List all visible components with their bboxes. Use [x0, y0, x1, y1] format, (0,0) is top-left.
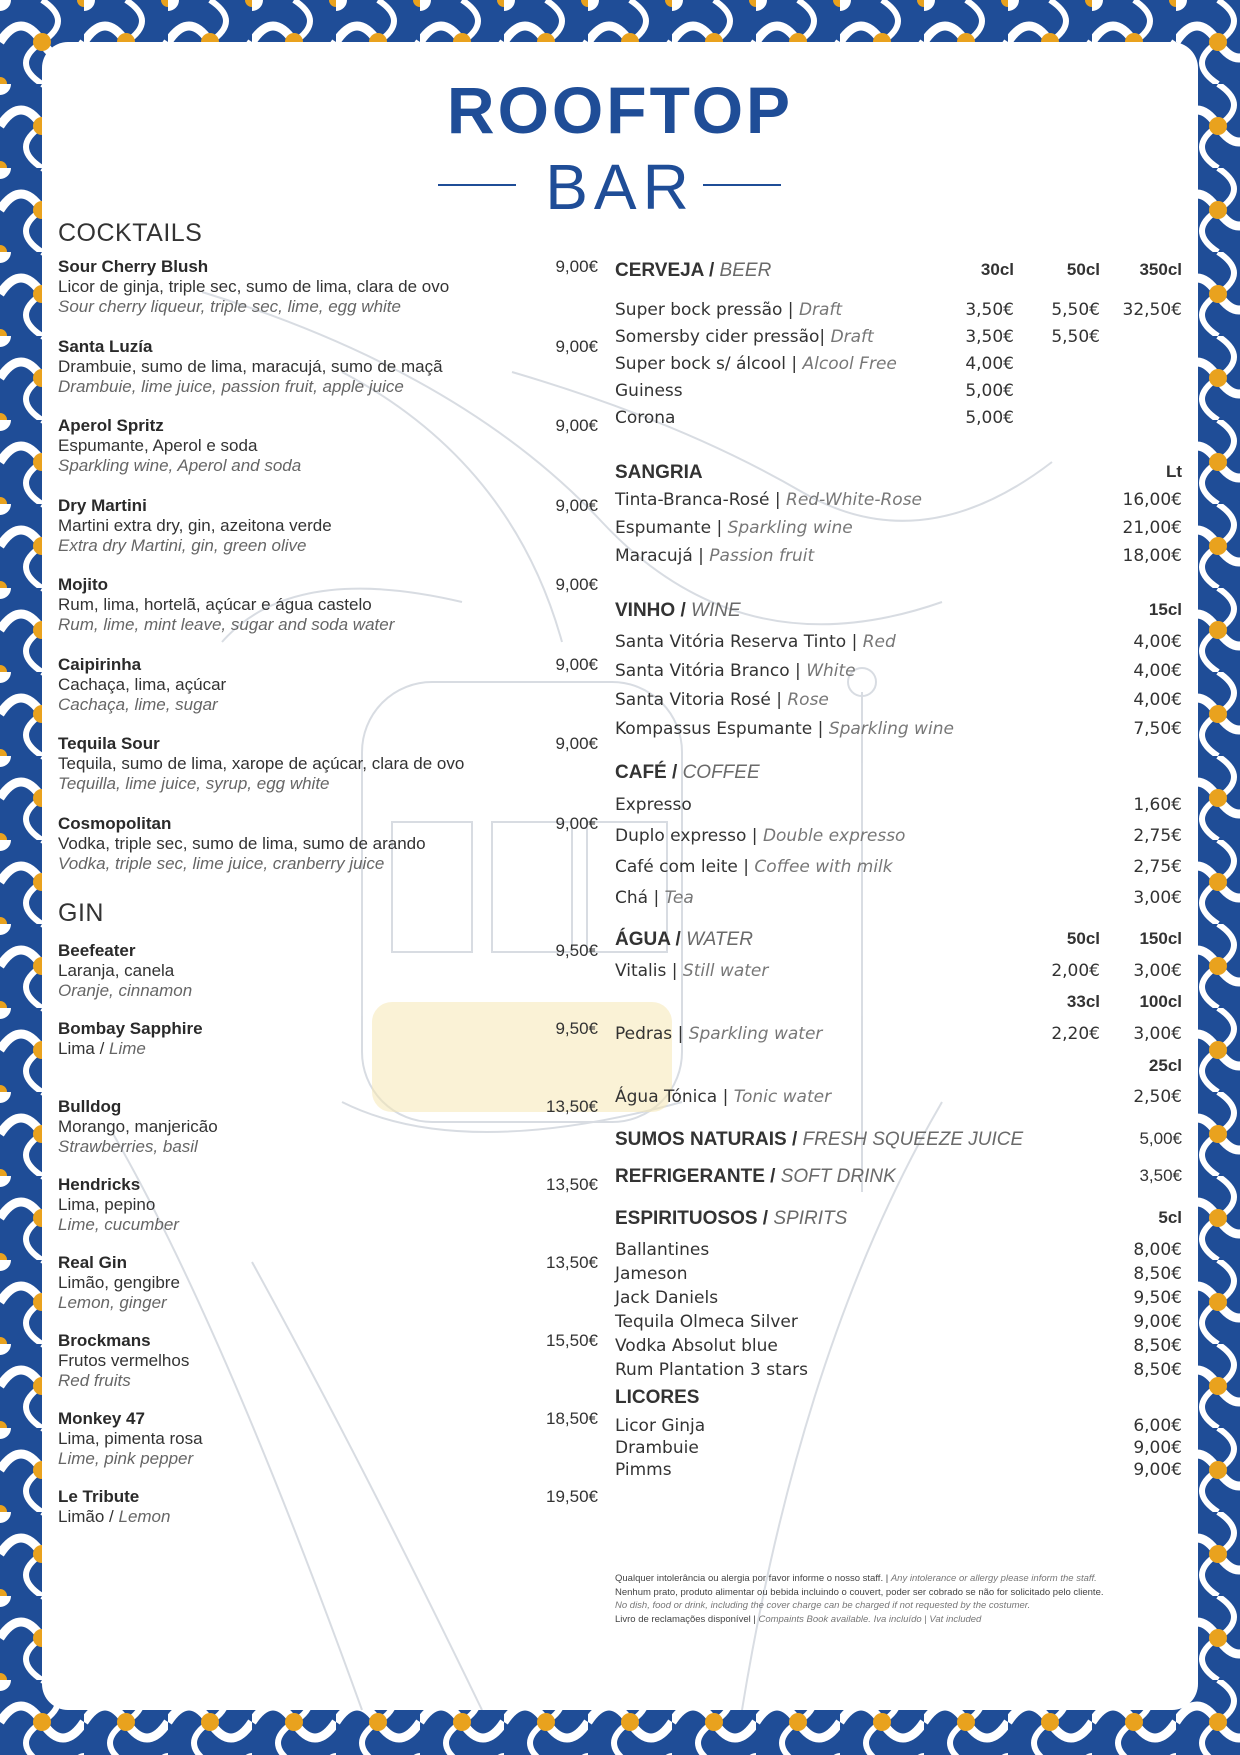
spirits-row-price: 8,00€: [1133, 1240, 1182, 1260]
footer-complaints-note: Livro de reclamações disponível | Compaints Book available. Iva incluído | Vat included: [615, 1613, 982, 1625]
water-col-50cl: 50cl: [1066, 929, 1100, 948]
beer-col-30cl: 30cl: [980, 260, 1014, 279]
menu-sheet: ROOFTOP BAR COCKTAILS Sour Cherry Blush Licor de ginja, triple sec, sumo de lima, clara de ovo Sour cherry liqueur, triple sec, lime, egg white 9,00€ Santa Luzía Drambuie, sumo de lima, maracujá, sumo de maçã Drambuie, lime juice, passion fruit, apple juice 9,00€ Aperol Spritz Espumante, Aperol e soda Sparkling wine, Aperol and soda 9,00€ Dry Martini Martini extra dry, gin, azeitona verde Extra dry Martini, gin, green olive 9,00€ Mojito Rum, lima, hortelã, açúcar e água castelo Rum, lime, mint leave, sugar and soda water 9,00€ Caipirinha Cachaça, lima, açúcar Cachaça, lime, sugar 9,00€ Tequila Sour Tequila, sumo de lima, xarope de açúcar, clara de ovo Tequilla, lime juice, syrup, egg white 9,00€ Cosmopolitan Vodka, triple sec, sumo de lima, sumo de arando Vodka, triple sec, lime juice, cranberry juice 9,00€ GIN Beefeater Laranja, canela Oranje, cinnamon 9,50€ Bombay Sapphire Lima / Lime 9,50€ Bulldog Morango, manjericão Strawberries, basil 13,50€ Hendricks Lima, pepino Lime, cucumber 13,50€ Real Gin Limão, gengibre Lemon, ginger 13,50€ Brockmans Frutos vermelhos Red fruits 15,50€ Monkey 47 Lima, pimenta rosa Lime, pink pepper 18,50€ Le Tribute Limão / Lemon 19,50€ CERVEJA / BEER 30cl 50cl 350cl Super bock pressão | Draft 3,50€ 5,50€ 32,50€ Somersby cider pressão| Draft 3,50€ 5,50€ Super bock s/ álcool | Alcool Free 4,00€ Guiness 5,00€ Corona 5,00€ SANGRIA Lt Tinta-Branca-Rosé | Red-White-Rose 16,00€ Espumante | Sparkling wine 21,00€ Maracujá | Passion fruit 18,00€ VINHO / WINE 15cl Santa Vitória Reserva Tinto | Red 4,00€ Santa Vitória Branco | White 4,00€ Santa Vitoria Rosé | Rose 4,00€ Kompassus Espumante | Sparkling wine 7,50€ CAFÉ / COFFEE Expresso 1,60€ Duplo expresso | Double expresso 2,75€ Café com leite | Coffee with milk 2,75€ Chá | Tea 3,00€ ÁGUA / WATER 50cl 150cl Vitalis | Still water 2,00€ 3,00€ 33cl 100cl Pedras | Sparkling water 2,20€ 3,00€ 25cl Água Tónica | Tonic water 2,50€ SUMOS NATURAIS / FRESH SQUEEZE JUICE 5,00€ REFRIGERANTE / SOFT DRINK 3,50€ ESPIRITUOSOS / SPIRITS 5cl Ballantines 8,00€ Jameson 8,50€ Jack Daniels 9,50€ Tequila Olmeca Silver 9,00€ Vodka Absolut blue 8,50€ Rum Plantation 3 stars 8,50€ LICORES Licor Ginja 6,00€ Drambuie 9,00€ Pimms 9,00€ Qualquer intolerância ou alergia por favor informe o nosso staff. | Any intolerance or allergy please inform the staff. Nenhum prato, produto alimentar ou bebida incluindo o couvert, poder ser cobrado se não for solicitado pelo cliente. No dish, food or drink, including the cover charge can be charged if not requested by the costumer. Livro de reclamações disponível | Compaints Book available. Iva incluído | Vat included: [42, 42, 1198, 1710]
spirits-title: ESPIRITUOSOS / SPIRITS: [615, 1208, 848, 1229]
cocktail-price: 9,00€: [555, 813, 598, 833]
beer-row-name-en: Draft: [830, 327, 874, 347]
cocktail-item: [58, 496, 598, 576]
cocktail-description: [58, 754, 598, 774]
cocktail-description-pt: Licor de ginja, triple sec, sumo de lima, clara de ovo: [58, 277, 450, 296]
wine-row-price: 7,50€: [1133, 719, 1182, 739]
gin-description-pt: Laranja, canela: [58, 961, 175, 980]
sangria-row-label: [615, 490, 922, 510]
spirits-row-label: [615, 1264, 687, 1284]
cocktail-item: [58, 337, 598, 417]
cocktail-name: Tequila Sour: [58, 734, 160, 753]
spirits-row-label: [615, 1240, 709, 1260]
title-divider-right: [703, 184, 781, 186]
beer-row-name: Guiness: [615, 381, 683, 401]
coffee-row-price: 2,75€: [1133, 826, 1182, 846]
gin-item: [58, 941, 598, 1019]
gin-description-en: Oranje, cinnamon: [58, 981, 193, 1000]
cocktail-description-pt: Drambuie, sumo de lima, maracujá, sumo de maçã: [58, 356, 443, 376]
liqueurs-row-price: 9,00€: [1133, 1460, 1182, 1480]
sangria-row-price: 18,00€: [1122, 546, 1182, 566]
cocktail-list: [58, 257, 598, 893]
beer-row-price: 5,00€: [965, 408, 1014, 428]
spirits-row-label: [615, 1360, 808, 1380]
spirits-row-price: 9,00€: [1133, 1312, 1182, 1332]
gin-description: [58, 1429, 598, 1449]
sangria-row-name-en: Sparkling wine: [727, 518, 853, 538]
coffee-row-name: Duplo expresso |: [615, 826, 758, 846]
gin-name: Monkey 47: [58, 1409, 145, 1428]
coffee-row-name-en: Tea: [664, 888, 694, 908]
cocktail-description: [58, 277, 598, 297]
cocktail-name: Sour Cherry Blush: [58, 257, 209, 276]
gin-description: [58, 1273, 598, 1293]
gin-description-en: Strawberries, basil: [58, 1137, 198, 1156]
sangria-row-price: 16,00€: [1122, 490, 1182, 510]
wine-col-15cl: 15cl: [1148, 600, 1182, 619]
sangria-row-price: 21,00€: [1122, 518, 1182, 538]
coffee-row-price: 2,75€: [1133, 857, 1182, 877]
coffee-row-name: Chá |: [615, 888, 660, 908]
gin-description: [58, 1507, 598, 1527]
beer-row-name: Somersby cider pressão|: [615, 327, 826, 347]
coffee-row-label: [615, 826, 905, 846]
beer-title: CERVEJA / BEER: [615, 260, 772, 281]
page-title: ROOFTOP: [446, 73, 794, 147]
spirits-row-price: 8,50€: [1133, 1360, 1182, 1380]
soft-drink-price: 3,50€: [1139, 1166, 1182, 1185]
coffee-title: CAFÉ / COFFEE: [615, 762, 760, 783]
spirits-row-name: Rum Plantation 3 stars: [615, 1360, 809, 1380]
cocktail-description: [58, 357, 598, 377]
gin-description-en: Lime, cucumber: [58, 1215, 179, 1234]
gin-description-pt: Lima, pimenta rosa: [58, 1429, 203, 1448]
beer-row-price: 4,00€: [965, 354, 1014, 374]
spirits-row-name: Tequila Olmeca Silver: [615, 1312, 798, 1332]
beer-row-name: Super bock pressão |: [615, 300, 794, 320]
footer-allergy-note: Qualquer intolerância ou alergia por favor informe o nosso staff. | Any intolerance or allergy please inform the staff.: [615, 1573, 1097, 1584]
cocktail-description-en-row: [58, 774, 598, 794]
cocktail-description-en: Drambuie, lime juice, passion fruit, apple juice: [58, 376, 404, 396]
spirits-col-5cl: 5cl: [1158, 1208, 1182, 1227]
cocktail-description-en: Extra dry Martini, gin, green olive: [58, 535, 307, 555]
coffee-row-price: 3,00€: [1133, 888, 1182, 908]
cocktail-item: [58, 257, 598, 337]
gin-title: GIN: [58, 899, 104, 927]
beer-row-price: 3,50€: [965, 300, 1014, 320]
coffee-row-price: 1,60€: [1133, 795, 1182, 815]
cocktails-title: COCKTAILS: [58, 219, 203, 247]
sangria-row-label: [615, 518, 853, 538]
gin-description-pt: Lima /: [58, 1039, 105, 1058]
gin-description-en-row: [58, 1449, 598, 1469]
wine-row-price: 4,00€: [1133, 661, 1182, 681]
cocktail-price: 9,00€: [555, 336, 598, 356]
liqueurs-row-name: Pimms: [615, 1460, 672, 1480]
cocktail-name: Caipirinha: [58, 654, 142, 674]
cocktail-item: [58, 655, 598, 735]
coffee-row-label: [615, 888, 694, 908]
page-subtitle: BAR: [545, 151, 695, 223]
cocktail-description-en-row: [58, 695, 598, 715]
wine-row-name-en: Rose: [787, 690, 829, 710]
water-col-100cl: 100cl: [1139, 992, 1182, 1011]
gin-price: 13,50€: [546, 1097, 598, 1116]
cocktail-description-en: Vodka, triple sec, lime juice, cranberry juice: [58, 853, 385, 873]
gin-description: [58, 1195, 598, 1215]
spirits-row-price: 9,50€: [1133, 1288, 1182, 1308]
coffee-row-label: [615, 795, 692, 815]
liqueurs-title: LICORES: [615, 1387, 700, 1408]
cocktail-description-en: Sour cherry liqueur, triple sec, lime, egg white: [58, 297, 401, 316]
gin-description-en-row: [58, 1293, 598, 1313]
liqueurs-row-name: Licor Ginja: [615, 1416, 706, 1436]
wine-row-name-en: Red: [862, 632, 896, 652]
cocktail-description: [58, 834, 598, 854]
liqueurs-row-label: [615, 1460, 672, 1480]
beer-col-350cl: 350cl: [1139, 260, 1182, 279]
cocktail-description-en-row: [58, 615, 598, 635]
spirits-row-name: Jack Daniels: [615, 1288, 719, 1308]
gin-description-en-row: [58, 981, 598, 1001]
gin-item: [58, 1097, 598, 1175]
beer-row-label: [615, 300, 842, 320]
gin-price: 15,50€: [546, 1331, 598, 1350]
cocktail-description: [58, 675, 598, 695]
cocktail-description: [58, 436, 598, 456]
spirits-row-label: [615, 1288, 718, 1308]
water-col-33cl: 33cl: [1066, 992, 1100, 1011]
wine-row-name-en: White: [806, 661, 856, 681]
gin-price: 13,50€: [546, 1175, 598, 1194]
sangria-col-lt: Lt: [1165, 462, 1182, 481]
gin-name: Le Tribute: [58, 1487, 140, 1506]
gin-description-en: Lemon, ginger: [58, 1293, 167, 1312]
gin-description-en: Red fruits: [58, 1371, 131, 1390]
wine-row-name: Santa Vitoria Rosé |: [615, 690, 782, 710]
water-col-150cl: 150cl: [1139, 929, 1182, 948]
footer-charge-note-en: No dish, food or drink, including the cover charge can be charged if not requested by the costumer.: [615, 1600, 1031, 1611]
gin-name: Brockmans: [58, 1331, 151, 1350]
gin-name: Bombay Sapphire: [58, 1019, 203, 1038]
cocktail-description-pt: Tequila, sumo de lima, xarope de açúcar, clara de ovo: [58, 754, 465, 773]
beer-row-label: [615, 354, 897, 374]
beer-row-name-en: Alcool Free: [802, 354, 897, 374]
liqueurs-row-price: 9,00€: [1133, 1438, 1182, 1458]
spirits-row-price: 8,50€: [1133, 1264, 1182, 1284]
gin-description-en-row: [58, 1137, 598, 1157]
spirits-row-price: 8,50€: [1133, 1336, 1182, 1356]
water-title: ÁGUA / WATER: [615, 929, 753, 950]
beer-row-name-en: Draft: [798, 300, 843, 320]
gin-description: [58, 961, 598, 981]
wine-row-name: Santa Vitória Reserva Tinto |: [615, 632, 858, 652]
gin-price: 13,50€: [546, 1253, 598, 1272]
cocktail-description: [58, 595, 598, 615]
beer-col-50cl: 50cl: [1066, 260, 1100, 279]
beer-row-name: Super bock s/ álcool |: [615, 354, 798, 374]
cocktail-description-en-row: [58, 536, 598, 556]
cocktail-name: Dry Martini: [58, 495, 147, 515]
gin-description-pt: Lima, pepino: [58, 1195, 156, 1214]
beer-row-label: [615, 408, 675, 428]
gin-description: [58, 1351, 598, 1371]
cocktail-description-en: Tequilla, lime juice, syrup, egg white: [58, 774, 330, 793]
sangria-title: SANGRIA: [615, 462, 703, 483]
coffee-row-name: Expresso: [615, 795, 692, 815]
cocktail-description-en: Rum, lime, mint leave, sugar and soda water: [58, 615, 395, 634]
gin-description-en: Lemon: [118, 1507, 171, 1526]
gin-item: [58, 1253, 598, 1331]
gin-item: [58, 1019, 598, 1097]
gin-item: [58, 1409, 598, 1487]
cocktail-item: [58, 734, 598, 814]
wine-row-name: Santa Vitória Branco |: [615, 661, 801, 681]
cocktail-price: 9,00€: [555, 416, 598, 435]
spirits-row-name: Ballantines: [615, 1240, 710, 1260]
left-column: [58, 219, 598, 1565]
beer-row-label: [615, 327, 874, 347]
cocktail-description-en: Cachaça, lime, sugar: [58, 694, 218, 714]
sangria-row-name: Maracujá |: [615, 546, 704, 566]
cocktail-description-en-row: [58, 377, 598, 397]
cocktail-description-en-row: [58, 456, 598, 476]
coffee-row-label: [615, 857, 893, 877]
juice-price: 5,00€: [1139, 1129, 1182, 1148]
wine-row-name: Kompassus Espumante |: [615, 719, 824, 739]
water-col-25cl: 25cl: [1148, 1056, 1182, 1075]
gin-description-en-row: [58, 1371, 598, 1391]
sangria-row-name-en: Red-White-Rose: [786, 490, 923, 510]
cocktail-description-pt: Martini extra dry, gin, azeitona verde: [58, 515, 332, 535]
footer-charge-note-pt: Nenhum prato, produto alimentar ou bebida incluindo o couvert, poder ser cobrado se não for solicitado pelo cliente.: [615, 1586, 1104, 1598]
beer-row-name: Corona: [615, 408, 676, 428]
cocktail-item: [58, 814, 598, 894]
gin-item: [58, 1331, 598, 1409]
sangria-row-name: Tinta-Branca-Rosé |: [615, 490, 781, 510]
cocktail-price: 9,00€: [555, 654, 598, 674]
sangria-row-name-en: Passion fruit: [709, 546, 815, 566]
cocktail-price: 9,00€: [555, 495, 598, 515]
beer-row-price: 3,50€: [965, 327, 1014, 347]
cocktail-description-en: Sparkling wine, Aperol and soda: [58, 456, 302, 475]
gin-list: [58, 941, 598, 1565]
cocktail-description-en-row: [58, 297, 598, 317]
cocktail-name: Cosmopolitan: [58, 813, 172, 833]
gin-price: 18,50€: [546, 1409, 598, 1428]
gin-item: [58, 1487, 598, 1565]
cocktail-name: Santa Luzía: [58, 336, 153, 356]
wine-row-label: [615, 719, 954, 739]
beer-row-price: 5,00€: [965, 381, 1014, 401]
gin-description: [58, 1039, 598, 1059]
soft-drink-title: REFRIGERANTE / SOFT DRINK: [615, 1166, 896, 1187]
gin-name: Real Gin: [58, 1253, 127, 1272]
gin-price: 19,50€: [546, 1487, 598, 1506]
gin-name: Bulldog: [58, 1097, 122, 1116]
liqueurs-row-label: [615, 1438, 699, 1458]
beer-row-price: 5,50€: [1051, 300, 1100, 320]
gin-description-pt: Frutos vermelhos: [58, 1351, 190, 1370]
gin-description-pt: Limão /: [58, 1507, 114, 1526]
beer-row-price: 32,50€: [1122, 300, 1182, 320]
cocktail-description-en-row: [58, 854, 598, 874]
liqueurs-row-name: Drambuie: [615, 1438, 699, 1458]
gin-description-en: Lime: [109, 1039, 146, 1058]
coffee-row-name-en: Double expresso: [762, 826, 906, 846]
coffee-row-name: Café com leite |: [615, 857, 750, 877]
gin-price: 9,50€: [555, 1019, 598, 1038]
cocktail-name: Aperol Spritz: [58, 416, 164, 435]
wine-row-name-en: Sparkling wine: [828, 719, 954, 739]
wine-row-price: 4,00€: [1133, 632, 1182, 652]
gin-item: [58, 1175, 598, 1253]
wine-row-label: [615, 632, 896, 652]
coffee-row-name-en: Coffee with milk: [754, 857, 893, 877]
gin-description-en: Lime, pink pepper: [58, 1449, 194, 1468]
beer-row-label: [615, 381, 683, 401]
cocktail-name: Mojito: [58, 575, 109, 594]
spirits-row-name: Vodka Absolut blue: [615, 1336, 778, 1356]
gin-description-en-row: [58, 1215, 598, 1235]
liqueurs-row-price: 6,00€: [1133, 1416, 1182, 1436]
cocktail-price: 9,00€: [555, 575, 598, 594]
spirits-row-label: [615, 1312, 798, 1332]
gin-name: Hendricks: [58, 1175, 141, 1194]
footer-notes: [615, 1572, 1170, 1626]
cocktail-description: [58, 516, 598, 536]
spirits-row-label: [615, 1336, 778, 1356]
cocktail-description-pt: Espumante, Aperol e soda: [58, 436, 258, 455]
gin-description: [58, 1117, 598, 1137]
liqueurs-row-label: [615, 1416, 705, 1436]
sangria-row-name: Espumante |: [615, 518, 723, 538]
cocktail-price: 9,00€: [555, 734, 598, 753]
sangria-row-label: [615, 546, 814, 566]
wine-row-price: 4,00€: [1133, 690, 1182, 710]
gin-name: Beefeater: [58, 941, 136, 960]
cocktail-price: 9,00€: [555, 257, 598, 276]
juice-title: SUMOS NATURAIS / FRESH SQUEEZE JUICE: [615, 1129, 1024, 1150]
wine-row-label: [615, 661, 856, 681]
cocktail-item: [58, 416, 598, 496]
gin-description-pt: Limão, gengibre: [58, 1273, 180, 1292]
cocktail-description-pt: Rum, lima, hortelã, açúcar e água castelo: [58, 595, 372, 614]
cocktail-description-pt: Cachaça, lima, açúcar: [58, 674, 227, 694]
cocktail-item: [58, 575, 598, 655]
spirits-row-name: Jameson: [615, 1264, 688, 1284]
gin-description-pt: Morango, manjericão: [58, 1117, 218, 1136]
gin-price: 9,50€: [555, 941, 598, 960]
wine-row-label: [615, 690, 829, 710]
cocktail-description-pt: Vodka, triple sec, sumo de lima, sumo de arando: [58, 833, 426, 853]
beer-row-price: 5,50€: [1051, 327, 1100, 347]
wine-title: VINHO / WINE: [615, 600, 741, 621]
